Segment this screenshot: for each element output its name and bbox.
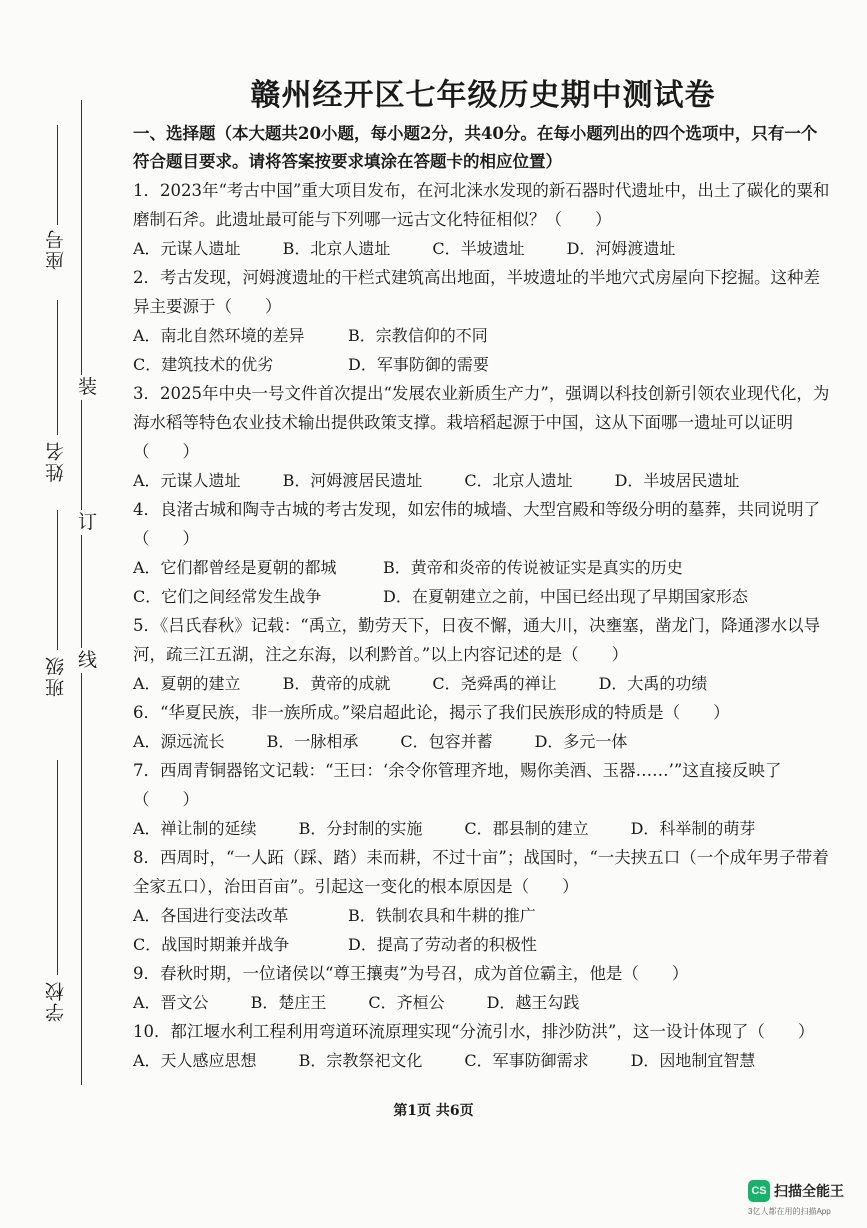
option-c: C．郡县制的建立 bbox=[464, 819, 589, 838]
option-b: B．铁制农具和牛耕的推广 bbox=[348, 906, 536, 925]
school-blank-line bbox=[57, 760, 58, 975]
option-d: D．提高了劳动者的积极性 bbox=[348, 935, 537, 954]
options-row bbox=[133, 901, 833, 930]
exam-body bbox=[133, 64, 833, 1075]
option-c: C．建筑技术的优劣 bbox=[133, 355, 274, 374]
answer-blank: （ ） bbox=[133, 790, 199, 809]
option-c: C．齐桓公 bbox=[368, 993, 445, 1012]
options-row bbox=[133, 321, 833, 350]
answer-blank: （ ） bbox=[133, 442, 199, 461]
option-b: B．黄帝和炎帝的传说被证实是真实的历史 bbox=[383, 558, 683, 577]
scanner-watermark bbox=[748, 1180, 844, 1202]
option-c: C．尧舜禹的禅让 bbox=[432, 674, 557, 693]
option-d: D．军事防御的需要 bbox=[348, 355, 489, 374]
answer-blank: （ ） bbox=[133, 529, 199, 548]
option-d: D．大禹的功绩 bbox=[598, 674, 708, 693]
question-stem: 2．考古发现，河姆渡遗址的干栏式建筑高出地面，半坡遗址的半地穴式房屋向下挖掘。这种差异主要源于（ ） bbox=[133, 268, 820, 316]
option-d: D．越王勾践 bbox=[486, 993, 580, 1012]
options-row bbox=[133, 1046, 833, 1075]
option-a: A．它们都曾经是夏朝的都城 bbox=[133, 558, 337, 577]
option-c: C．战国时期兼并战争 bbox=[133, 935, 290, 954]
option-a: A．源远流长 bbox=[133, 732, 225, 751]
binding-mark-xian: 线 bbox=[78, 649, 98, 671]
question-stem: 9．春秋时期，一位诸侯以“尊王攘夷”为号召，成为首位霸主，他是（ ） bbox=[133, 964, 689, 983]
option-b: B．宗教信仰的不同 bbox=[348, 326, 488, 345]
option-d: D．因地制宜智慧 bbox=[630, 1051, 756, 1070]
option-d: D．在夏朝建立之前，中国已经出现了早期国家形态 bbox=[383, 587, 748, 606]
question-stem: 5．《吕氏春秋》记载：“禹立，勤劳天下，日夜不懈，通大川，决壅塞，凿龙门，降通漻水以导河，疏三江五湖，注之东海，以利黔首。”以上内容记述的是（ ） bbox=[133, 616, 821, 664]
class-label: 班级 bbox=[45, 655, 67, 697]
option-d: D．科举制的萌芽 bbox=[630, 819, 756, 838]
options-row bbox=[133, 350, 833, 379]
option-b: B．宗教祭祀文化 bbox=[298, 1051, 423, 1070]
seat-blank-line bbox=[57, 125, 58, 225]
option-d: D．河姆渡遗址 bbox=[566, 239, 676, 258]
option-a: A．晋文公 bbox=[133, 993, 209, 1012]
option-b: B．河姆渡居民遗址 bbox=[282, 471, 423, 490]
question-stem: 3．2025年中央一号文件首次提出“发展农业新质生产力”，强调以科技创新引领农业现代化，为海水稻等特色农业技术输出提供政策支撑。栽培稻起源于中国，这从下面哪一遗址可以证明 bbox=[133, 384, 830, 432]
question-stem: 6．“华夏民族，非一族所成。”梁启超此论，揭示了我们民族形成的特质是（ ） bbox=[133, 703, 730, 722]
page-number: 第1页 共6页 bbox=[393, 1103, 474, 1119]
question-stem: 8．西周时，“一人跖（踩、踏）耒而耕，不过十亩”；战国时，“一夫挟五口（一个成年男子带着全家五口），治田百亩”。引起这一变化的根本原因是（ ） bbox=[133, 848, 829, 896]
seat-label: 座号 bbox=[45, 228, 67, 270]
name-blank-line bbox=[57, 300, 58, 435]
binding-line bbox=[81, 100, 82, 1085]
option-c: C．半坡遗址 bbox=[432, 239, 525, 258]
question-stem: 1．2023年“考古中国”重大项目发布，在河北涞水发现的新石器时代遗址中，出土了碳化的粟和磨制石斧。此遗址最可能与下列哪一远古文化特征相似？（ ） bbox=[133, 181, 830, 229]
options-row bbox=[133, 988, 833, 1017]
option-d: D．半坡居民遗址 bbox=[614, 471, 740, 490]
option-a: A．元谋人遗址 bbox=[133, 239, 241, 258]
watermark-tagline: 3亿人都在用的扫描App bbox=[748, 1207, 831, 1216]
option-c: C．包容并蓄 bbox=[400, 732, 493, 751]
option-b: B．分封制的实施 bbox=[298, 819, 423, 838]
options-row bbox=[133, 553, 833, 582]
options-row bbox=[133, 234, 833, 263]
option-b: B．黄帝的成就 bbox=[282, 674, 391, 693]
option-a: A．各国进行变法改革 bbox=[133, 906, 289, 925]
option-b: B．楚庄王 bbox=[250, 993, 327, 1012]
watermark-name: 扫描全能王 bbox=[774, 1183, 844, 1199]
options-row bbox=[133, 582, 833, 611]
option-b: B．一脉相承 bbox=[266, 732, 359, 751]
camscanner-logo-icon: CS bbox=[748, 1180, 770, 1202]
question-stem: 4．良渚古城和陶寺古城的考古发现，如宏伟的城墙、大型宫殿和等级分明的墓葬，共同说明了 bbox=[133, 500, 820, 519]
option-d: D．多元一体 bbox=[534, 732, 628, 751]
binding-mark-ding: 订 bbox=[78, 511, 98, 533]
binding-margin bbox=[0, 0, 110, 1100]
binding-mark-zhuang: 装 bbox=[78, 376, 98, 398]
option-a: A．夏朝的建立 bbox=[133, 674, 241, 693]
section-heading: 一、选择题（本大题共20小题，每小题2分，共40分。在每小题列出的四个选项中，只有一个符合题目要求。请将答案按要求填涂在答题卡的相应位置） bbox=[133, 124, 818, 171]
options-row bbox=[133, 466, 833, 495]
option-c: C．军事防御需求 bbox=[464, 1051, 589, 1070]
class-blank-line bbox=[57, 510, 58, 650]
question-stem: 10．都江堰水利工程利用弯道环流原理实现“分流引水，排沙防洪”，这一设计体现了（ ） bbox=[133, 1022, 815, 1041]
option-a: A．元谋人遗址 bbox=[133, 471, 241, 490]
options-row bbox=[133, 930, 833, 959]
options-row bbox=[133, 669, 833, 698]
option-a: A．天人感应思想 bbox=[133, 1051, 257, 1070]
option-b: B．北京人遗址 bbox=[282, 239, 391, 258]
options-row bbox=[133, 727, 833, 756]
option-a: A．南北自然环境的差异 bbox=[133, 326, 305, 345]
school-label: 学校 bbox=[45, 980, 67, 1022]
question-stem: 7．西周青铜器铭文记载：“王曰：‘余令你管理齐地，赐你美酒、玉器……’”这直接反映了 bbox=[133, 761, 782, 780]
options-row bbox=[133, 814, 833, 843]
option-c: C．北京人遗址 bbox=[464, 471, 573, 490]
exam-title: 赣州经开区七年级历史期中测试卷 bbox=[250, 78, 716, 113]
option-a: A．禅让制的延续 bbox=[133, 819, 257, 838]
option-c: C．它们之间经常发生战争 bbox=[133, 587, 322, 606]
name-label: 姓名 bbox=[45, 440, 67, 482]
